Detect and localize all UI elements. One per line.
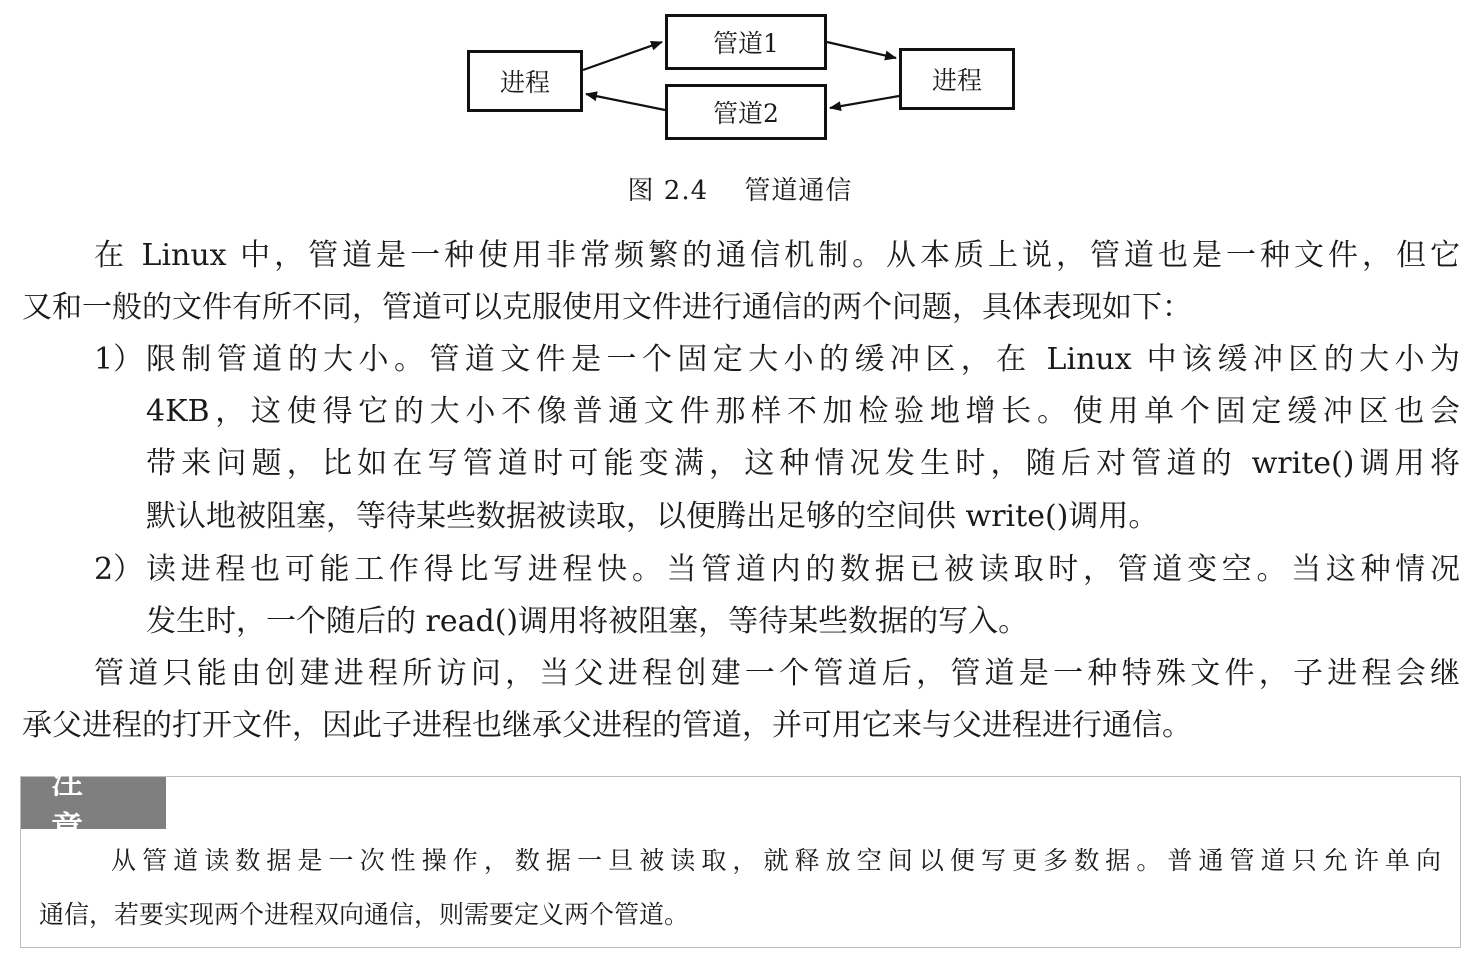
note-line: 从管道读数据是一次性操作，数据一旦被读取，就释放空间以便写更多数据。普通管道只允许单向	[111, 846, 1441, 875]
note-line: 通信，若要实现两个进程双向通信，则需要定义两个管道。	[39, 900, 690, 929]
left-process-box	[467, 50, 583, 112]
arrow-left-to-pipe1	[583, 42, 662, 70]
list-line: 发生时，一个随后的 read()调用将被阻塞，等待某些数据的写入。	[146, 604, 1029, 639]
pipe2-box	[665, 84, 827, 140]
list-line: 4KB，这使得它的大小不像普通文件那样不加检验地增长。使用单个固定缓冲区也会	[146, 394, 1460, 429]
right-process-box	[899, 48, 1015, 110]
list-line: 带来问题，比如在写管道时可能变满，这种情况发生时，随后对管道的 write()调用将	[146, 446, 1460, 481]
list-marker: 2）	[94, 552, 144, 587]
paragraph-line: 又和一般的文件有所不同，管道可以克服使用文件进行通信的两个问题，具体表现如下：	[22, 290, 1192, 325]
list-line: 默认地被阻塞，等待某些数据被读取，以便腾出足够的空间供 write()调用。	[146, 499, 1159, 534]
pipe2-label: 管道2	[713, 99, 779, 128]
list-marker: 1）	[94, 342, 144, 377]
note-title: 注意	[21, 777, 166, 829]
figure-caption: 图 2.4 管道通信	[627, 176, 853, 206]
pipe1-label: 管道1	[713, 29, 779, 58]
arrow-pipe2-to-left	[586, 94, 665, 110]
left-process-label: 进程	[499, 68, 550, 97]
pipe1-box	[665, 14, 827, 70]
paragraph-line: 承父进程的打开文件，因此子进程也继承父进程的管道，并可用它来与父进程进行通信。	[22, 708, 1192, 743]
paragraph-line: 管道只能由创建进程所访问，当父进程创建一个管道后，管道是一种特殊文件，子进程会继	[94, 656, 1460, 691]
note-box	[20, 763, 1461, 948]
list-line: 读进程也可能工作得比写进程快。当管道内的数据已被读取时，管道变空。当这种情况	[146, 552, 1460, 587]
paragraph-line: 在 Linux 中，管道是一种使用非常频繁的通信机制。从本质上说，管道也是一种文件，但它	[94, 238, 1460, 273]
arrow-right-to-pipe2	[830, 96, 899, 108]
arrow-pipe1-to-right	[827, 42, 896, 58]
right-process-label: 进程	[931, 66, 982, 95]
list-line: 限制管道的大小。管道文件是一个固定大小的缓冲区，在 Linux 中该缓冲区的大小为	[146, 342, 1460, 377]
